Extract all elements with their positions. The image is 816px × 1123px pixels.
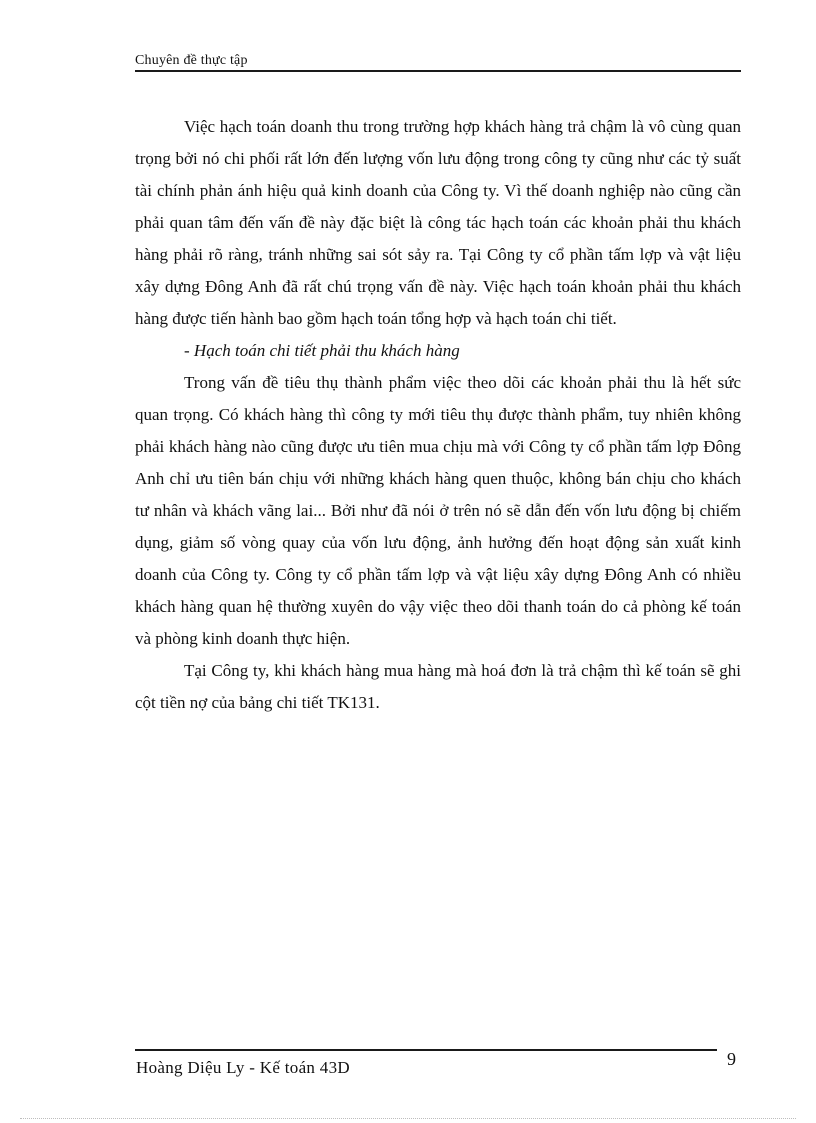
subheading-receivables-detail: - Hạch toán chi tiết phải thu khách hàng [184,341,460,360]
document-body [135,111,741,719]
page-number: 9 [727,1049,736,1069]
paragraph-receivables-tracking: Trong vấn đề tiêu thụ thành phẩm việc theo dõi các khoản phải thu là hết sức quan trọng. Có khách hàng thì công ty mới tiêu thụ được thành phẩm, tuy nhiên không phải khách hàng nào cũng được ưu tiên mua chịu mà với Công ty cổ phần tấm lợp Đông Anh chỉ ưu tiên bán chịu với những khách hàng quen thuộc, không bán chịu cho khách tư nhân và khách vãng lai... Bởi như đã nói ở trên nó sẽ dẫn đến vốn lưu động bị chiếm dụng, giảm số vòng quay của vốn lưu động, ảnh hưởng đến hoạt động sản xuất kinh doanh của Công ty. Công ty cổ phần tấm lợp và vật liệu xây dựng Đông Anh có nhiều khách hàng quan hệ thường xuyên do vậy việc theo dõi thanh toán do cả phòng kế toán và phòng kinh doanh thực hiện. [135,373,741,648]
page-header [135,50,741,72]
header-title: Chuyên đề thực tập [135,53,248,68]
footer-author: Hoàng Diệu Ly - Kế toán 43D [136,1058,350,1077]
footer-divider [135,1049,717,1051]
paragraph-revenue-accounting: Việc hạch toán doanh thu trong trường hợp khách hàng trả chậm là vô cùng quan trọng bởi nó chi phối rất lớn đến lượng vốn lưu động trong công ty cũng như các tỷ suất tài chính phản ánh hiệu quả kinh doanh của Công ty. Vì thế doanh nghiệp nào cũng cần phải quan tâm đến vấn đề này đặc biệt là công tác hạch toán các khoản phải thu khách hàng phải rõ ràng, tránh những sai sót sảy ra. Tại Công ty cổ phần tấm lợp và vật liệu xây dựng Đông Anh đã rất chú trọng vấn đề này. Việc hạch toán khoản phải thu khách hàng được tiến hành bao gồm hạch toán tổng hợp và hạch toán chi tiết. [135,117,741,328]
page-bottom-dotted-border [20,1118,796,1119]
paragraph-tk131: Tại Công ty, khi khách hàng mua hàng mà hoá đơn là trả chậm thì kế toán sẽ ghi cột tiền nợ của bảng chi tiết TK131. [135,661,741,712]
